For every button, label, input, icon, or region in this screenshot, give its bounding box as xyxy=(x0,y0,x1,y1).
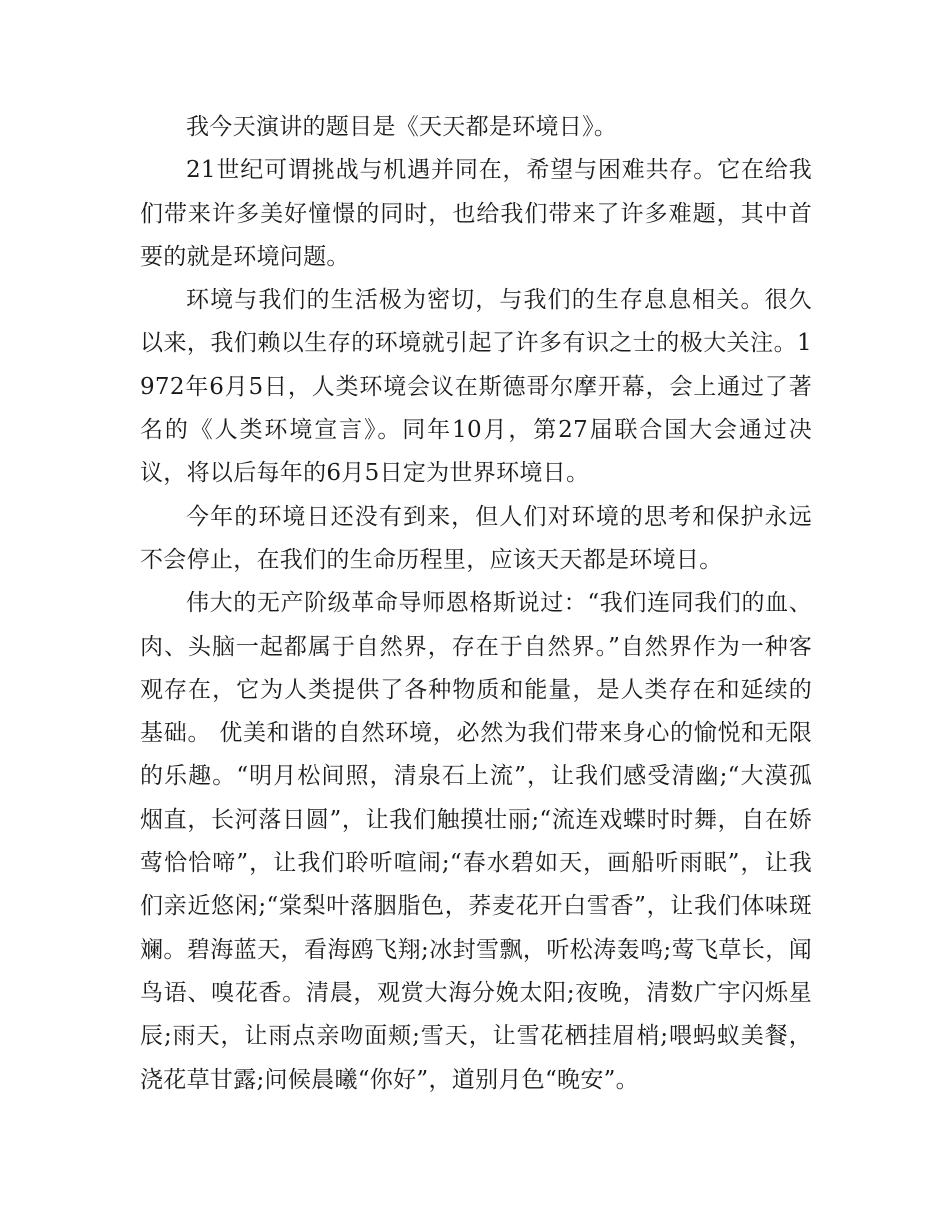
document-body xyxy=(140,106,812,1102)
paragraph-environment-day: 今年的环境日还没有到来，但人们对环境的思考和保护永远不会停止，在我们的生命历程里，应该天天都是环境日。 xyxy=(140,503,812,573)
paragraph-engels-nature: 伟大的无产阶级革命导师恩格斯说过：“我们连同我们的血、肉、头脑一起都属于自然界，存在于自然界。”自然界作为一种客观存在，它为人类提供了各种物质和能量，是人类存在和延续的基础。 优美和谐的自然环境，必然为我们带来身心的愉悦和无限的乐趣。“明月松间照，清泉石上流”，让我们感受清幽;“大漠孤烟直，长河落日圆”，让我们触摸壮丽;“流连戏蝶时时舞，自在娇莺恰恰啼”，让我们聆听喧闹;“春水碧如天，画船听雨眠”，让我们亲近悠闲;“棠梨叶落胭脂色，荞麦花开白雪香”，让我们体味斑斓。碧海蓝天，看海鸥飞翔;冰封雪飘，听松涛轰鸣;莺飞草长，闻鸟语、嗅花香。清晨，观赏大海分娩太阳;夜晚，清数广宇闪烁星辰;雨天，让雨点亲吻面颊;雪天，让雪花栖挂眉梢;喂蚂蚁美餐，浇花草甘露;问候晨曦“你好”，道别月色“晚安”。 xyxy=(140,590,812,1093)
paragraph-21st-century: 21世纪可谓挑战与机遇并同在，希望与困难共存。它在给我们带来许多美好憧憬的同时，也给我们带来了许多难题，其中首要的就是环境问题。 xyxy=(140,157,812,270)
paragraph-environment-history: 环境与我们的生活极为密切，与我们的生存息息相关。很久以来，我们赖以生存的环境就引起了许多有识之士的极大关注。1972年6月5日，人类环境会议在斯德哥尔摩开幕，会上通过了著名的《人类环境宣言》。同年10月，第27届联合国大会通过决议，将以后每年的6月5日定为世界环境日。 xyxy=(140,287,812,487)
paragraph-title-intro: 我今天演讲的题目是《天天都是环境日》。 xyxy=(186,114,618,140)
